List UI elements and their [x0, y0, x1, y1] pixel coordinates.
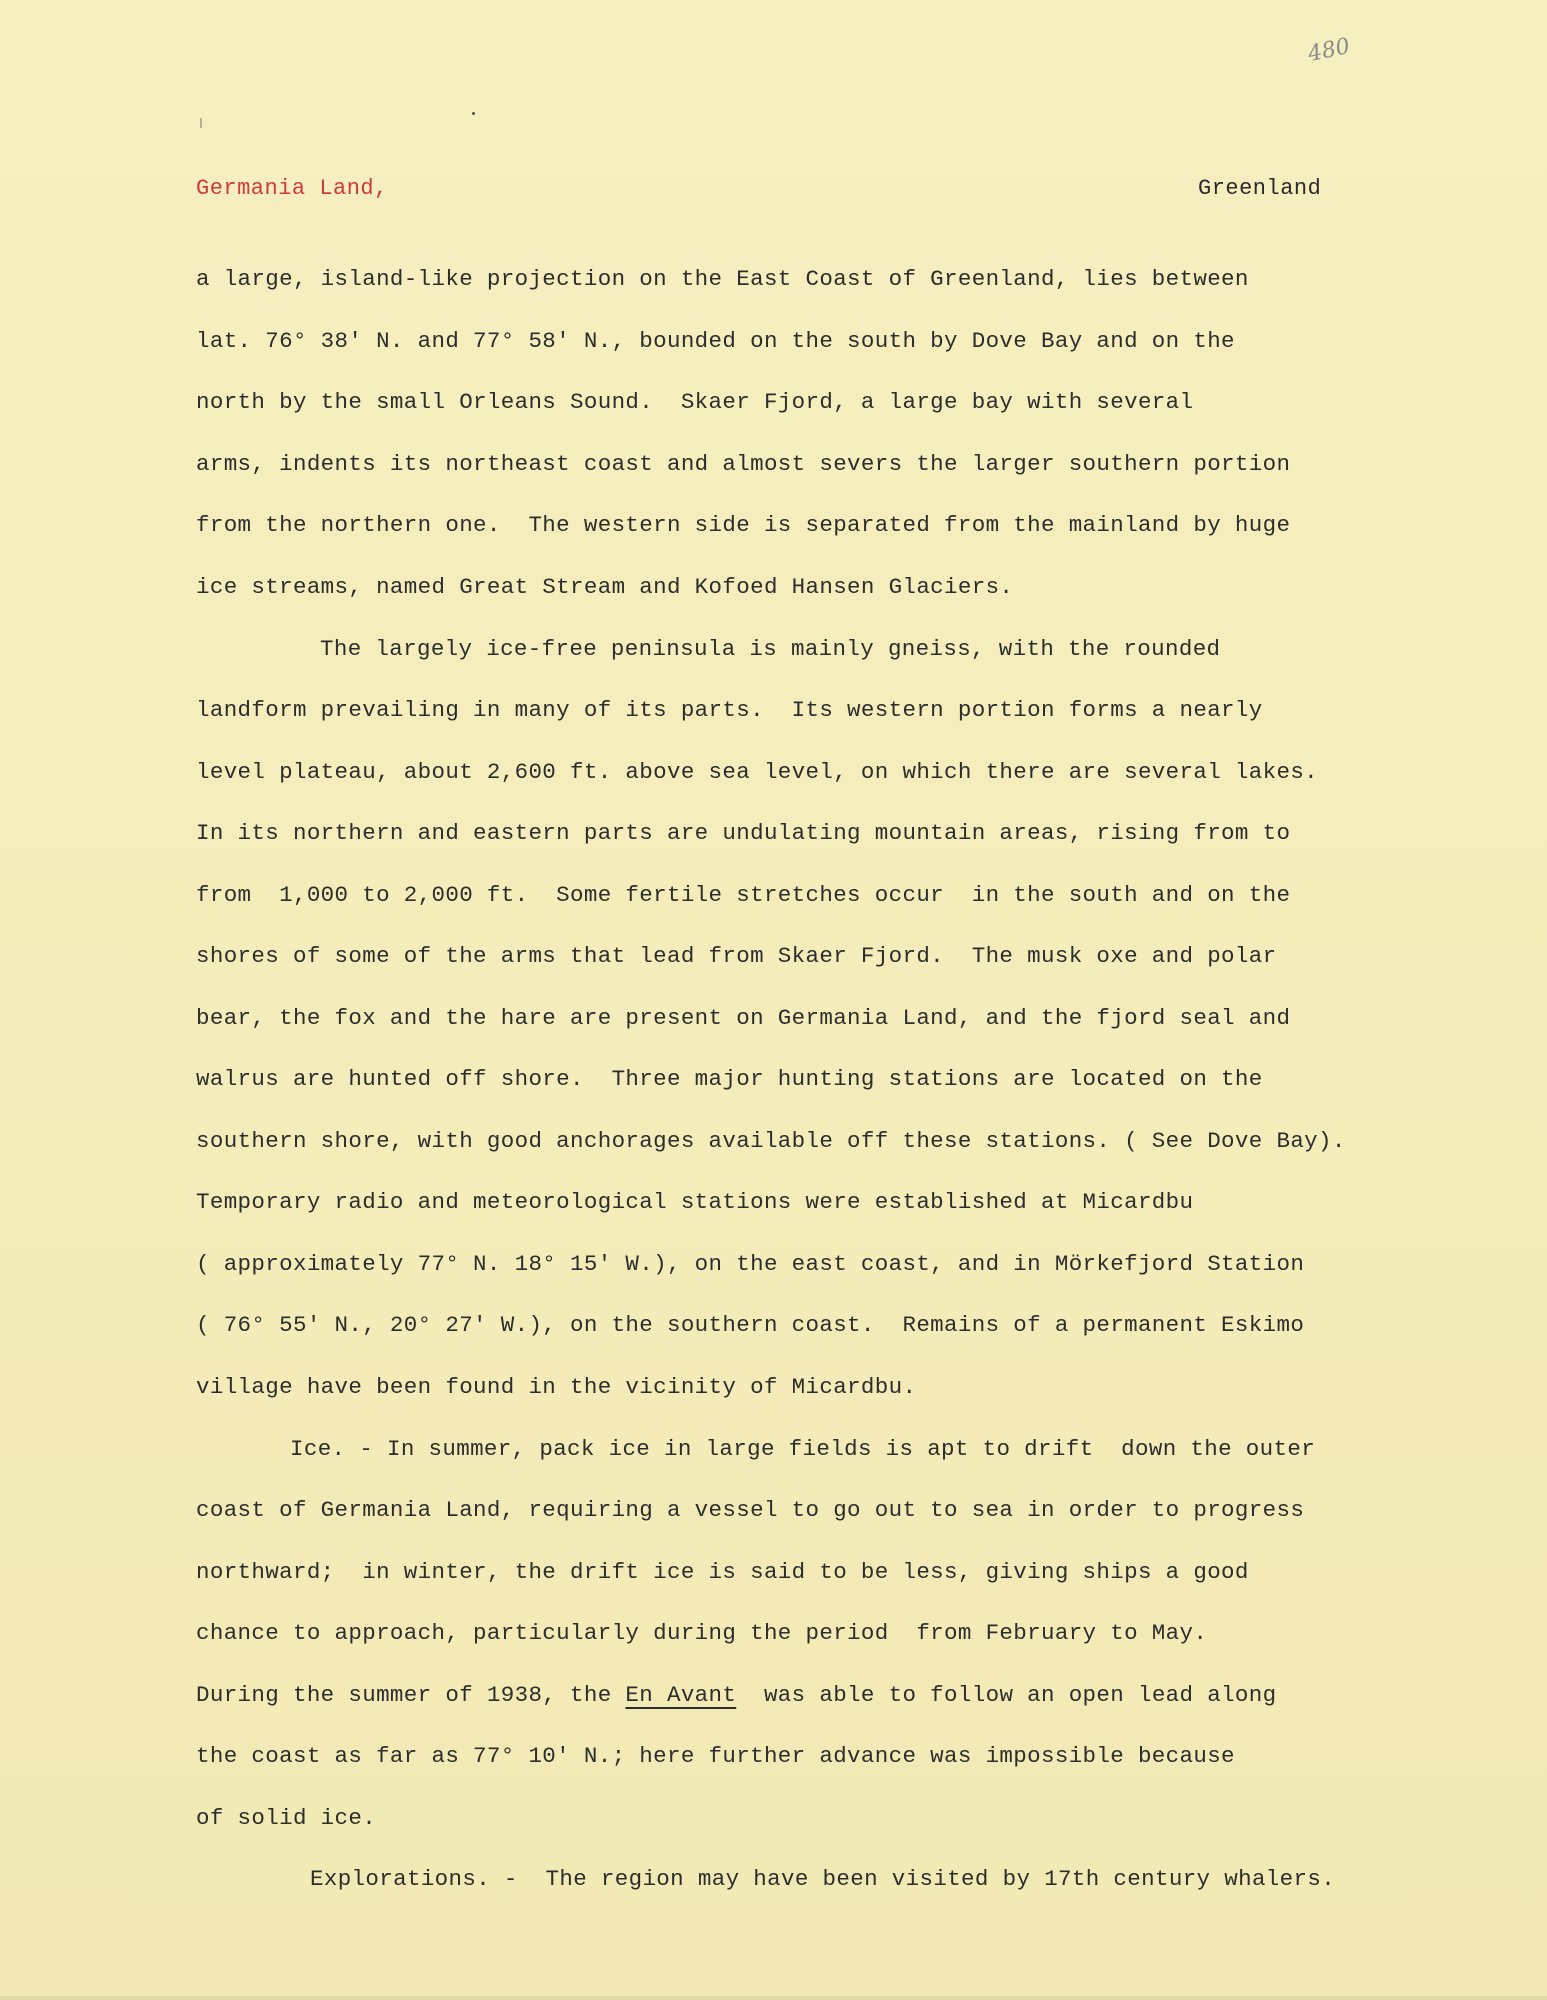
body-line: chance to approach, particularly during the period from February to May.: [196, 1620, 1208, 1646]
body-line: of solid ice.: [196, 1805, 377, 1831]
body-line: from the northern one. The western side is separated from the mainland by huge: [196, 512, 1291, 538]
ship-line: [196, 1680, 1277, 1710]
body-line: northward; in winter, the drift ice is said to be less, giving ships a good: [196, 1559, 1249, 1585]
explorations-section-line: Explorations. - The region may have been visited by 17th century whalers.: [310, 1866, 1336, 1892]
entry-title: Germania Land,: [196, 176, 388, 201]
body-line: shores of some of the arms that lead from Skaer Fjord. The musk oxe and polar: [196, 943, 1277, 969]
body-line: ( 76° 55' N., 20° 27' W.), on the southern coast. Remains of a permanent Eskimo: [196, 1312, 1305, 1338]
body-line: southern shore, with good anchorages available off these stations. ( See Dove Bay).: [196, 1128, 1346, 1154]
ship-name: En Avant: [625, 1682, 737, 1708]
body-line: landform prevailing in many of its parts. Its western portion forms a nearly: [196, 697, 1263, 723]
body-line: walrus are hunted off shore. Three major hunting stations are located on the: [196, 1066, 1263, 1092]
body-line: the coast as far as 77° 10' N.; here further advance was impossible because: [196, 1743, 1235, 1769]
body-line: coast of Germania Land, requiring a vessel to go out to sea in order to progress: [196, 1497, 1305, 1523]
body-line: arms, indents its northeast coast and almost severs the larger southern portion: [196, 451, 1291, 477]
body-line: north by the small Orleans Sound. Skaer Fjord, a large bay with several: [196, 389, 1194, 415]
body-line: ( approximately 77° N. 18° 15' W.), on the east coast, and in Mörkefjord Station: [196, 1251, 1305, 1277]
body-line: village have been found in the vicinity of Micardbu.: [196, 1374, 917, 1400]
body-line: In its northern and eastern parts are undulating mountain areas, rising from to: [196, 820, 1291, 846]
body-line: Temporary radio and meteorological stations were established at Micardbu: [196, 1189, 1194, 1215]
body-line: level plateau, about 2,600 ft. above sea level, on which there are several lakes.: [196, 759, 1319, 785]
body-line: a large, island-like projection on the East Coast of Greenland, lies between: [196, 266, 1249, 292]
paper-mark: [200, 118, 202, 128]
page-bottom-edge: [0, 1996, 1547, 2000]
entry-region: Greenland: [1198, 176, 1322, 201]
ship-line-after: was able to follow an open lead along: [736, 1682, 1277, 1708]
paragraph-start-line: The largely ice-free peninsula is mainly gneiss, with the rounded: [320, 636, 1221, 662]
ship-line-before: During the summer of 1938, the: [196, 1682, 626, 1708]
ink-speck: [472, 112, 475, 115]
handwritten-page-number: 480: [1305, 33, 1353, 68]
body-line: ice streams, named Great Stream and Kofoed Hansen Glaciers.: [196, 574, 1014, 600]
body-line: lat. 76° 38' N. and 77° 58' N., bounded on the south by Dove Bay and on the: [196, 328, 1235, 354]
ice-section-start-line: Ice. - In summer, pack ice in large fields is apt to drift down the outer: [290, 1436, 1316, 1462]
body-line: bear, the fox and the hare are present on Germania Land, and the fjord seal and: [196, 1005, 1291, 1031]
body-line: from 1,000 to 2,000 ft. Some fertile stretches occur in the south and on the: [196, 882, 1291, 908]
